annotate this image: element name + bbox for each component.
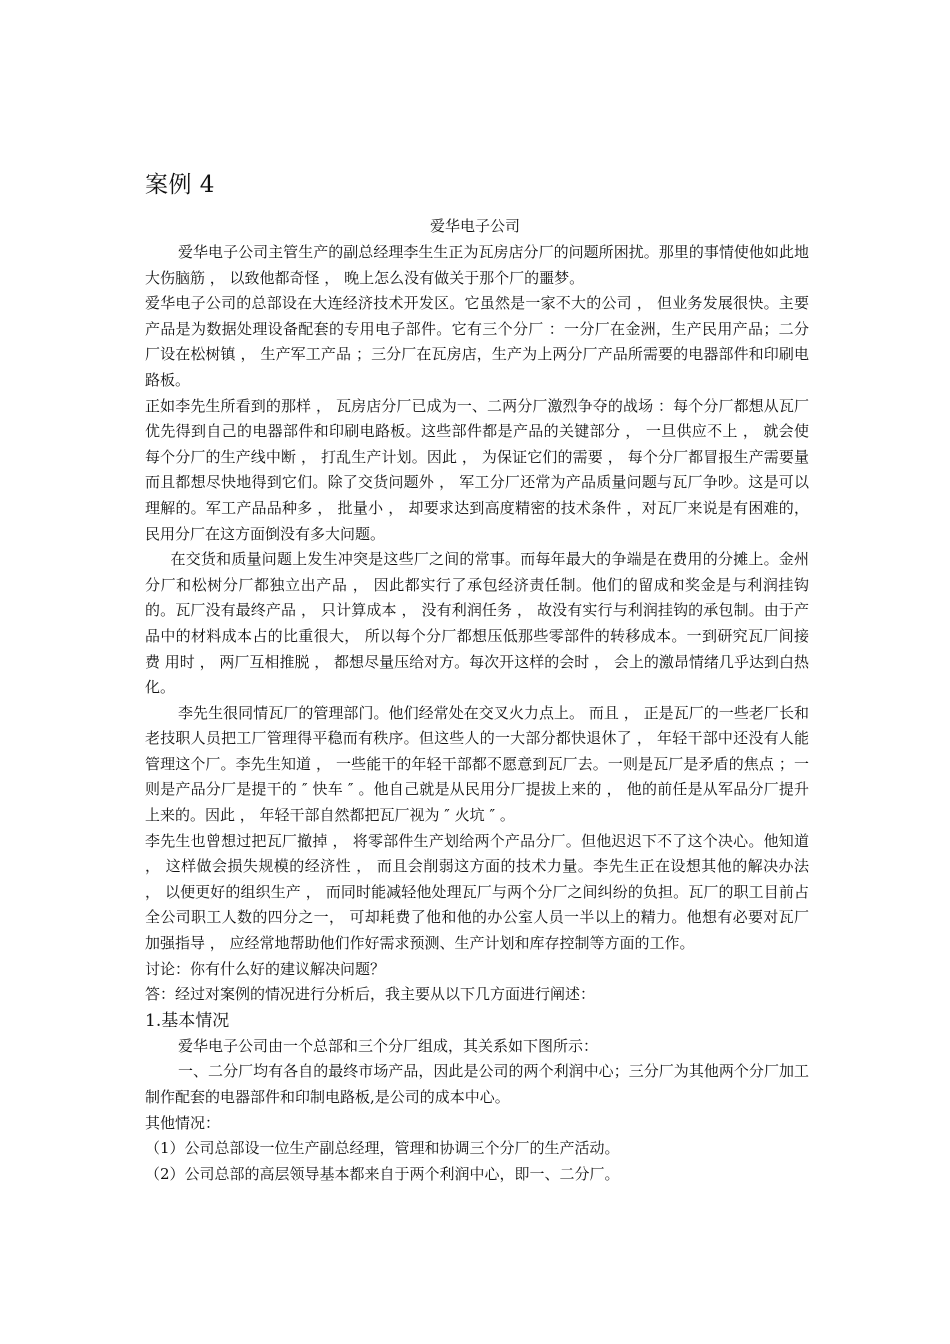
section-heading-basic-situation: 1.基本情况: [145, 1010, 230, 1031]
case-title: 案例 4: [145, 172, 215, 198]
paragraph-supply-conflict: 正如李先生所看到的那样 ， 瓦房店分厂已成为一、二两分厂激烈争夺的战场 ：每个分厂都想从瓦厂优先得到自己的电器部件和印刷电路板。这些部件都是产品的关键部分 ， 一旦供应不上 ， 就会使每个分厂的生产线中断 ， 打乱生产计划。因此 ， 为保证它们的需要 ， 每个分厂都冒报生产需要量而且都想尽快地得到它们。除了交货问题外 ， 军工分厂还常为产品质量问题与瓦厂争吵。这是可以理解的。军工产品品种多 ， 批量小 ， 却要求达到高度精密的技术条件 ，对瓦厂来说是有困难的，民用分厂在这方面倒没有多大问题。: [145, 396, 809, 543]
document-title: 爱华电子公司: [429, 217, 520, 235]
paragraph-structure: 爱华电子公司由一个总部和三个分厂组成，其关系如下图所示：: [178, 1036, 599, 1055]
paragraph-considerations: 李先生也曾想过把瓦厂撤掉 ， 将零部件生产划给两个产品分厂。但他迟迟下不了这个决心。他知道 ， 这样做会损失规模的经济性 ， 而且会削弱这方面的技术力量。李先生正在设想其他的解决办法 ， 以便更好的组织生产 ， 而同时能减轻他处理瓦厂与两个分厂之间纠纷的负担。瓦厂的职工目前占全公司职工人数的四分之一， 可却耗费了他和他的办公室人员一半以上的精力。他想有必要对瓦厂加强指导 ， 应经常地帮助他们作好需求预测、生产计划和库存控制等方面的工作。: [145, 831, 809, 953]
paragraph-intro: 爱华电子公司主管生产的副总经理李生生正为瓦房店分厂的问题所困扰。那里的事情使他如此地大伤脑筋 ， 以致他都奇怪 ， 晚上怎么没有做关于那个厂的噩梦。: [145, 243, 809, 287]
list-item-1: （1）公司总部设一位生产副总经理，管理和协调三个分厂的生产活动。: [145, 1139, 620, 1158]
paragraph-other-label: 其他情况：: [145, 1113, 221, 1132]
paragraph-profit-centers: 一、二分厂均有各自的最终市场产品，因此是公司的两个利润中心；三分厂为其他两个分厂加工制作配套的电器部件和印制电路板,是公司的成本中心。: [145, 1062, 809, 1106]
paragraph-answer-intro: 答：经过对案例的情况进行分析后，我主要从以下几方面进行阐述：: [145, 985, 596, 1004]
document-body: [145, 240, 809, 1187]
list-item-2: （2）公司总部的高层领导基本都来自于两个利润中心，即一、二分厂。: [145, 1164, 620, 1183]
paragraph-cost-dispute: 在交货和质量问题上发生冲突是这些厂之间的常事。而每年最大的争端是在费用的分摊上。金州分厂和松树分厂都独立出产品 ， 因此都实行了承包经济责任制。他们的留成和奖金是与利润挂钩的。瓦厂没有最终产品 ， 只计算成本 ， 没有利润任务 ， 故没有实行与利润挂钩的承包制。由于产品中的材料成本占的比重很大， 所以每个分厂都想压低那些零部件的转移成本。一到研究瓦厂间接费 用时 ， 两厂互相推脱 ， 都想尽量压给对方。每次开这样的会时 ， 会上的激昂情绪几乎达到白热化。: [145, 550, 809, 697]
paragraph-company-overview: 爱华电子公司的总部设在大连经济技术开发区。它虽然是一家不大的公司 ， 但业务发展很快。主要产品是为数据处理设备配套的专用电子部件。它有三个分厂 ：一分厂在金洲，生产民用产品；二分厂设在松树镇 ， 生产军工产品 ；三分厂在瓦房店，生产为上两分厂产品所需要的电器部件和印刷电路板。: [145, 294, 809, 389]
paragraph-management: 李先生很同情瓦厂的管理部门。他们经常处在交叉火力点上。 而且 ， 正是瓦厂的一些老厂长和老技职人员把工厂管理得平稳而有秩序。但这些人的一大部分都快退休了 ， 年轻干部中还没有人能管理这个厂。李先生知道 ， 一些能干的年轻干部都不愿意到瓦厂去。一则是瓦厂是矛盾的焦点 ；一则是产品分厂是提干的 ″ 快车 ″ 。他自己就是从民用分厂提拔上来的 ， 他的前任是从军品分厂提升上来的。因此 ， 年轻干部自然都把瓦厂视为 ″ 火坑 ″ 。: [145, 703, 809, 825]
paragraph-discussion-question: 讨论：你有什么好的建议解决问题？: [145, 959, 386, 978]
